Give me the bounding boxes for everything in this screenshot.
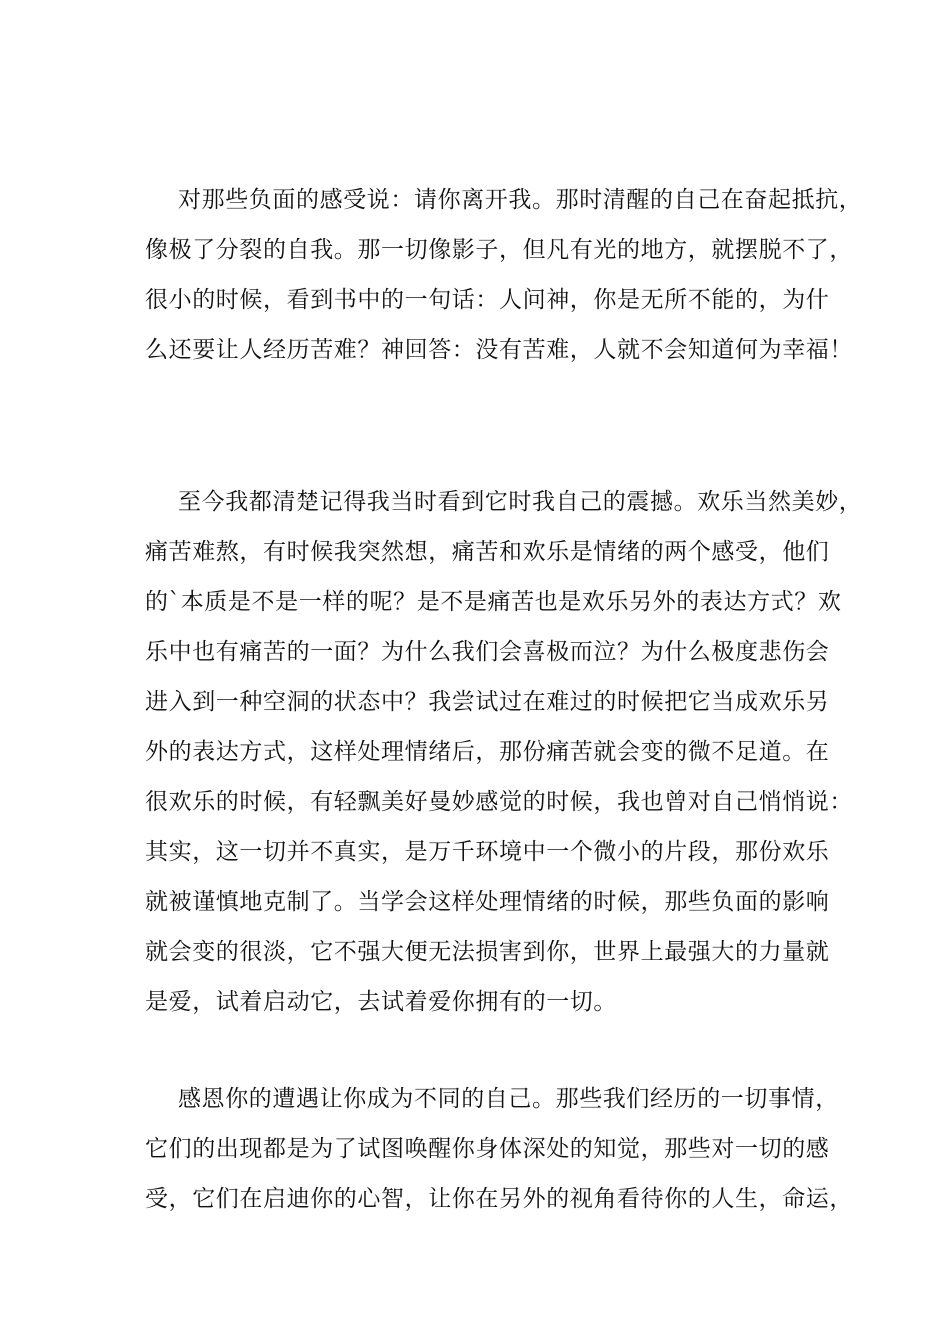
paragraph-2-line-11: 是爱，试着启动它，去试着爱你拥有的一切。 bbox=[145, 989, 617, 1015]
paragraph-2-line-7: 很欢乐的时候，有轻飘美好曼妙感觉的时候，我也曾对自己悄悄说： bbox=[145, 789, 853, 815]
paragraph-1-line-3: 很小的时候，看到书中的一句话：人问神，你是无所不能的，为什 bbox=[145, 287, 830, 313]
paragraph-2-line-4: 乐中也有痛苦的一面？为什么我们会喜极而泣？为什么极度悲伤会 bbox=[145, 639, 830, 665]
paragraph-2-line-9: 就被谨慎地克制了。当学会这样处理情绪的时候，那些负面的影响 bbox=[145, 889, 830, 915]
paragraph-2-line-6: 外的表达方式，这样处理情绪后，那份痛苦就会变的微不足道。在 bbox=[145, 739, 830, 765]
paragraph-1-line-4: 么还要让人经历苦难？神回答：没有苦难，人就不会知道何为幸福！ bbox=[145, 337, 853, 363]
paragraph-3-line-2: 它们的出现都是为了试图唤醒你身体深处的知觉，那些对一切的感 bbox=[145, 1136, 830, 1162]
paragraph-2-line-1: 至今我都清楚记得我当时看到它时我自己的震撼。欢乐当然美妙， bbox=[178, 489, 863, 515]
paragraph-2-line-5: 进入到一种空洞的状态中？我尝试过在难过的时候把它当成欢乐另 bbox=[145, 689, 830, 715]
paragraph-2-line-10: 就会变的很淡，它不强大便无法损害到你，世界上最强大的力量就 bbox=[145, 939, 830, 965]
paragraph-1-line-1: 对那些负面的感受说：请你离开我。那时清醒的自己在奋起抵抗， bbox=[178, 187, 863, 213]
paragraph-2-line-8: 其实，这一切并不真实，是万千环境中一个微小的片段，那份欢乐 bbox=[145, 839, 830, 865]
paragraph-3-line-1: 感恩你的遭遇让你成为不同的自己。那些我们经历的一切事情， bbox=[178, 1086, 839, 1112]
paragraph-1-line-2: 像极了分裂的自我。那一切像影子，但凡有光的地方，就摆脱不了， bbox=[145, 237, 853, 263]
paragraph-3-line-3: 受，它们在启迪你的心智，让你在另外的视角看待你的人生，命运， bbox=[145, 1186, 853, 1212]
paragraph-2-line-3: 的`本质是不是一样的呢？是不是痛苦也是欢乐另外的表达方式？欢 bbox=[145, 589, 842, 615]
paragraph-2-line-2: 痛苦难熬，有时候我突然想，痛苦和欢乐是情绪的两个感受，他们 bbox=[145, 539, 830, 565]
